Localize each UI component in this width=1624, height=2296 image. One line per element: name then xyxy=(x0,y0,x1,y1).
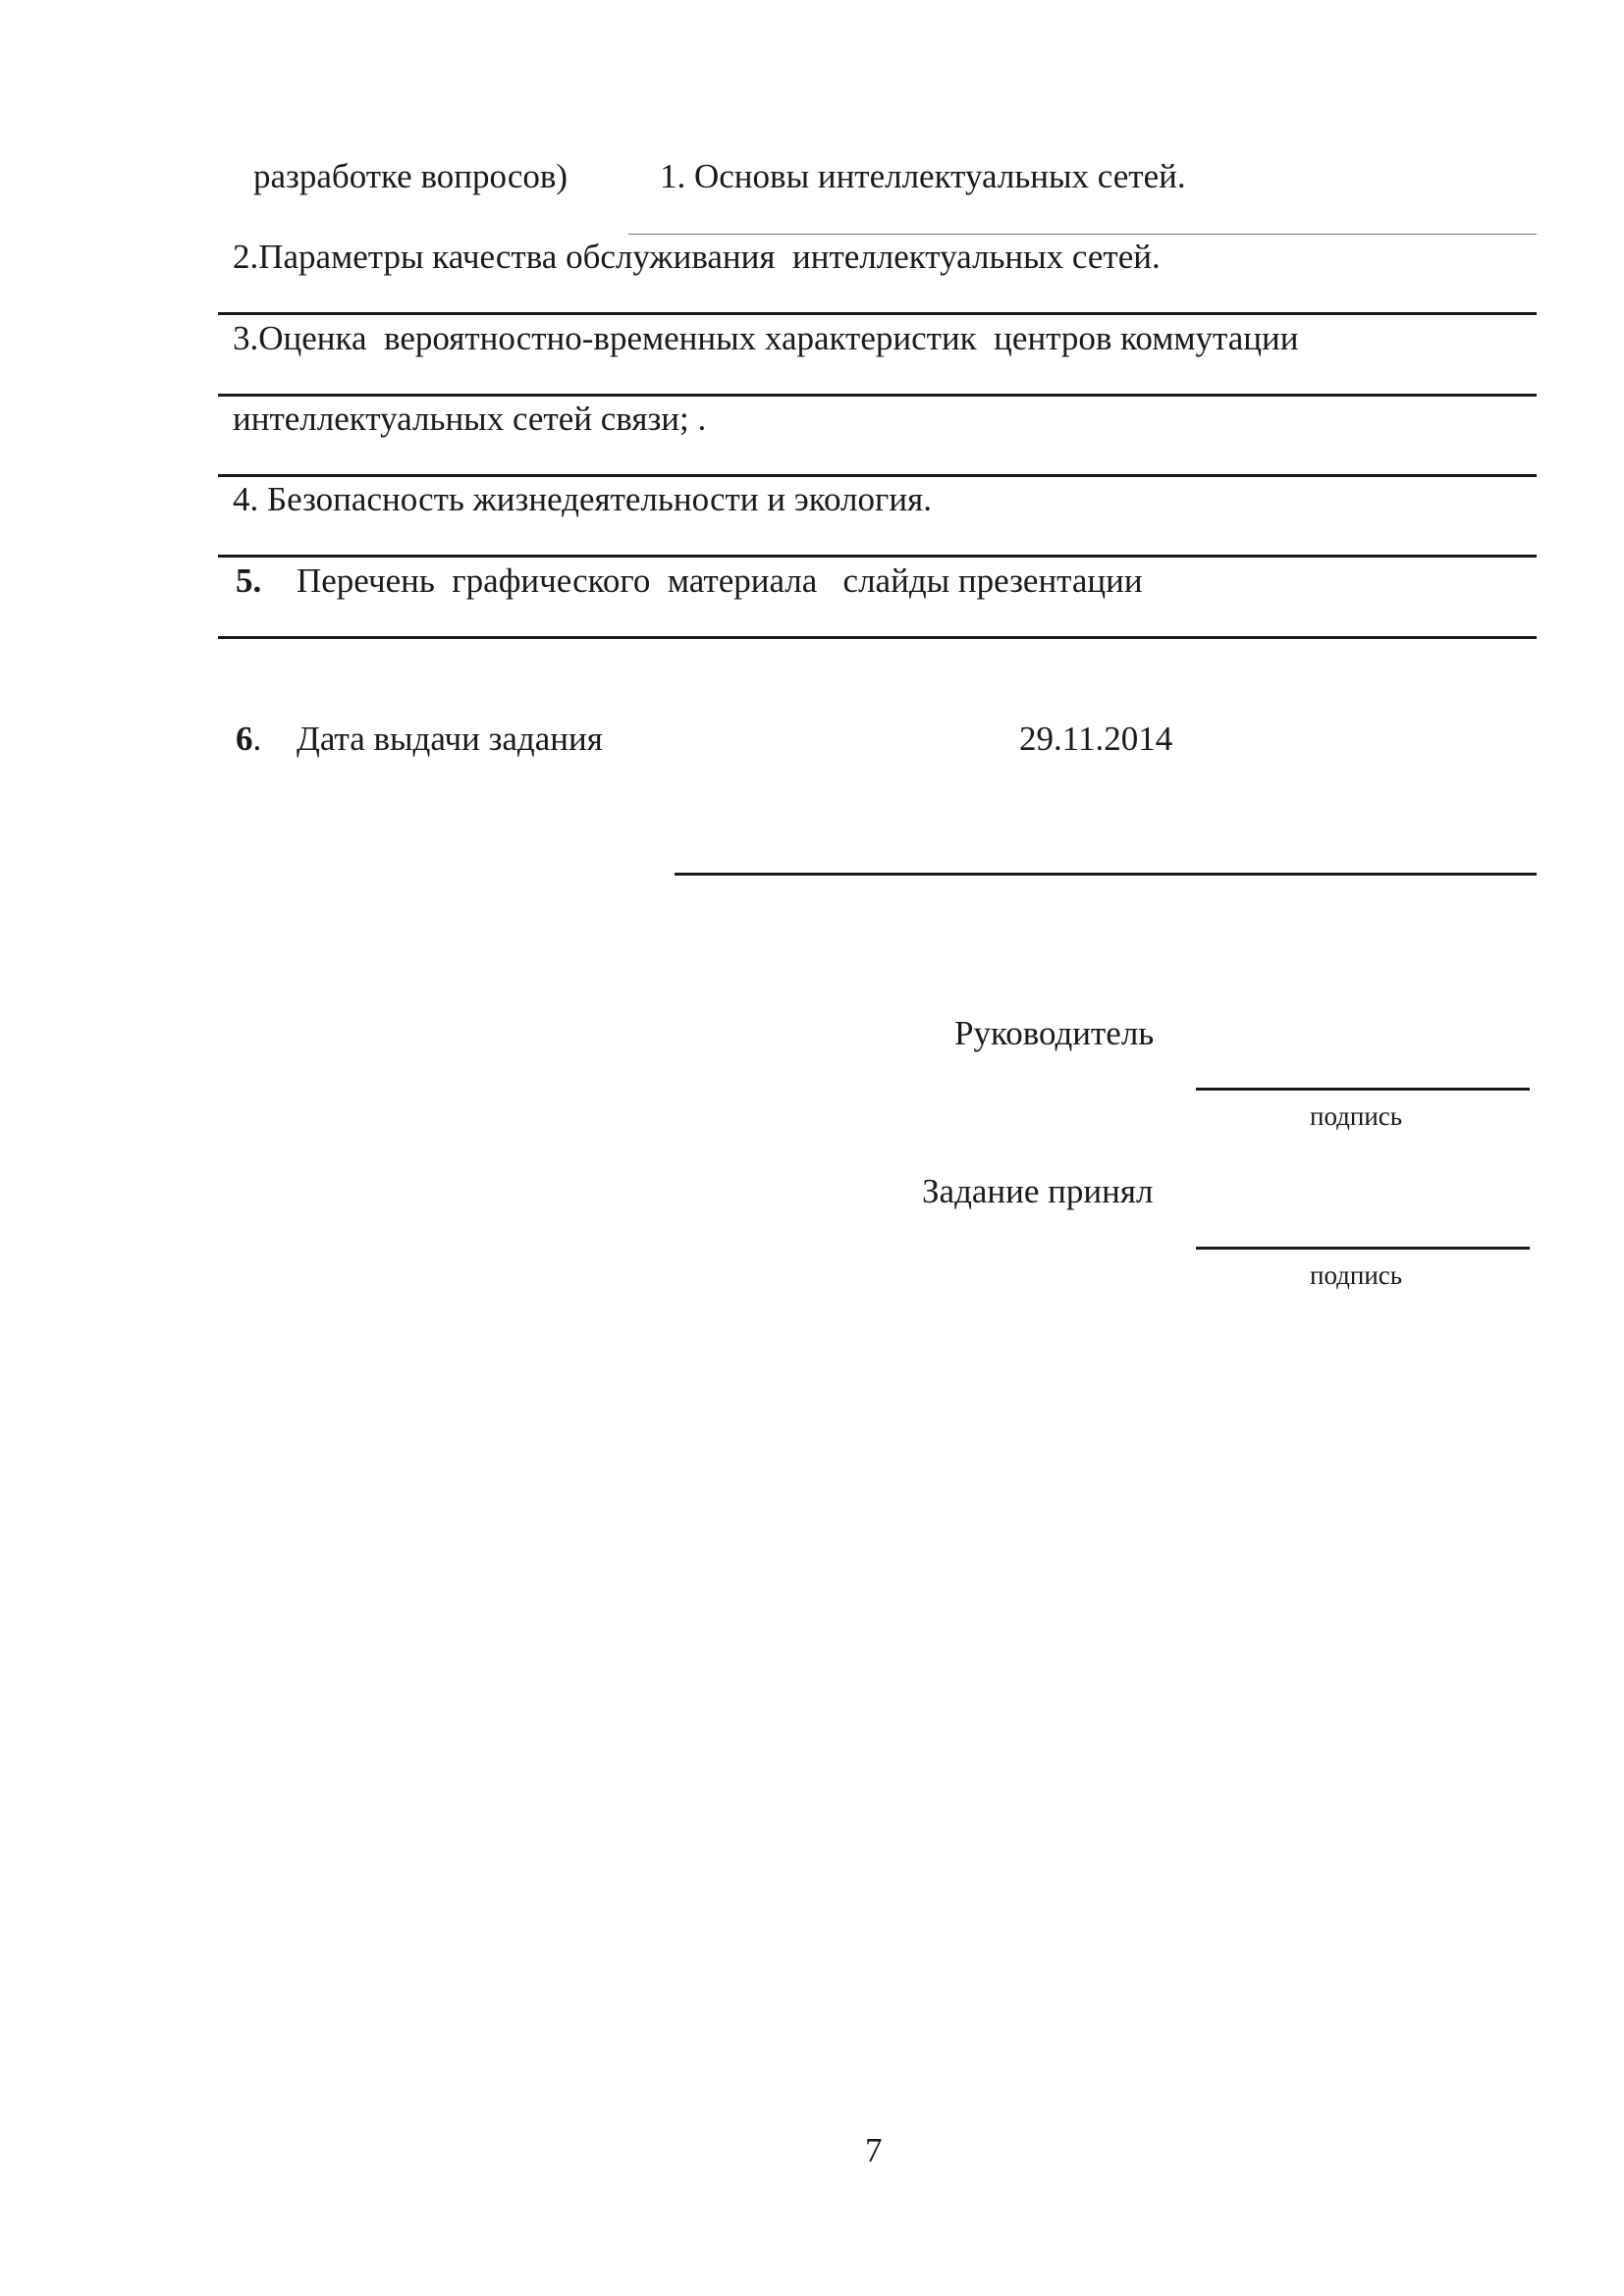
task-line-1-left: разработке вопросов) xyxy=(253,157,568,195)
task-line-2: 2.Параметры качества обслуживания интеллектуальных сетей. xyxy=(233,238,1161,276)
section-5-number: 5. xyxy=(236,561,262,600)
issue-date-value: 29.11.2014 xyxy=(1019,720,1173,758)
section-6-number: 6 xyxy=(236,720,253,758)
supervisor-signature-line xyxy=(1196,1088,1530,1091)
underline-1 xyxy=(628,234,1537,235)
accepted-signature-line xyxy=(1196,1247,1530,1250)
issue-date-underline xyxy=(675,873,1537,876)
page-number: 7 xyxy=(865,2131,883,2169)
task-line-3: 3.Оценка вероятностно-временных характеристик центров коммутации xyxy=(233,319,1299,357)
section-5-text: Перечень графического материала слайды презентации xyxy=(297,561,1143,600)
supervisor-signature-caption: подпись xyxy=(1310,1101,1403,1131)
task-line-4: интеллектуальных сетей связи; . xyxy=(233,400,707,438)
underline-3 xyxy=(218,394,1537,397)
underline-5 xyxy=(218,555,1537,558)
underline-4 xyxy=(218,474,1537,477)
underline-6 xyxy=(218,636,1537,639)
task-line-1-right: 1. Основы интеллектуальных сетей. xyxy=(660,157,1186,195)
accepted-signature-caption: подпись xyxy=(1310,1260,1403,1290)
accepted-label: Задание принял xyxy=(922,1172,1154,1210)
issue-date-label: Дата выдачи задания xyxy=(297,720,603,758)
underline-2 xyxy=(218,312,1537,315)
section-6-dot: . xyxy=(252,720,262,758)
task-line-5: 4. Безопасность жизнедеятельности и экология. xyxy=(233,480,932,518)
section-6-number-line xyxy=(236,720,261,759)
supervisor-label: Руководитель xyxy=(954,1014,1155,1052)
